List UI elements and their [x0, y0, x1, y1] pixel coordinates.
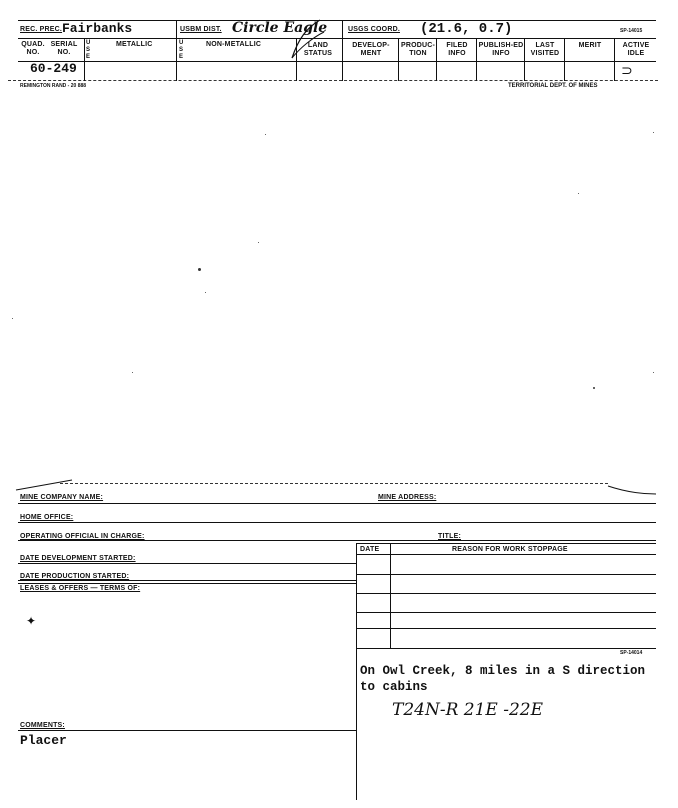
production-label: PRODUC-TION — [400, 42, 436, 57]
metallic-label: METALLIC — [116, 41, 153, 48]
usbm-dist-label: USBM DIST. — [180, 26, 222, 33]
usgs-coord-value: (21.6, 0.7) — [420, 21, 513, 37]
mine-address-label: MINE ADDRESS: — [378, 494, 437, 501]
operating-official-label: OPERATING OFFICIAL IN CHARGE: — [20, 533, 145, 540]
date-production-label: DATE PRODUCTION STARTED: — [20, 573, 130, 580]
reason-column-header: REASON FOR WORK STOPPAGE — [452, 546, 568, 553]
merit-label: MERIT — [578, 42, 602, 49]
leases-label: LEASES & OFFERS — TERMS OF: — [20, 585, 141, 592]
land-status-label: LAND STATUS — [303, 42, 333, 57]
usbm-dist-value: Circle Eagle — [232, 20, 328, 36]
date-development-label: DATE DEVELOPMENT STARTED: — [20, 555, 136, 562]
mine-company-label: MINE COMPANY NAME: — [20, 494, 104, 501]
usgs-coord-label: USGS COORD. — [348, 26, 400, 33]
active-idle-label: ACTIVE IDLE — [622, 42, 650, 57]
last-visited-label: LAST VISITED — [530, 42, 560, 57]
serial-value: 60-249 — [30, 61, 77, 76]
date-column-header: DATE — [360, 546, 380, 553]
comments-label: COMMENTS: — [20, 722, 65, 729]
printer-note: REMINGTON RAND - 20 888 — [20, 83, 87, 89]
rec-prec-label: REC. PREC. — [20, 26, 63, 33]
quad-label: QUAD. NO. — [21, 41, 45, 56]
home-office-label: HOME OFFICE: — [20, 514, 74, 521]
non-metallic-label: NON-METALLIC — [206, 41, 262, 48]
title-label: TITLE: — [438, 533, 461, 540]
use-right-label: U S E — [179, 40, 184, 60]
dept-label: TERRITORIAL DEPT. OF MINES — [508, 83, 598, 89]
pen-stroke-right — [606, 484, 658, 498]
rec-prec-value: Fairbanks — [62, 21, 133, 36]
development-label: DEVELOP-MENT — [352, 42, 390, 57]
form-number-top: SP-14015 — [620, 28, 643, 34]
pen-stroke-left — [14, 478, 74, 492]
filed-info-label: FILED INFO — [446, 42, 468, 57]
comments-value: Placer — [20, 733, 67, 748]
township-note: T24N-R 21E -22E — [392, 700, 544, 720]
use-left-label: U S E — [86, 40, 91, 60]
form-number-bottom: SP-14014 — [620, 650, 643, 656]
serial-label: SERIAL NO. — [50, 41, 78, 56]
active-idle-mark: ⊃ — [621, 62, 633, 78]
scan-mark: ✦ — [26, 614, 37, 628]
location-note: On Owl Creek, 8 miles in a S direction to cabins — [360, 664, 646, 694]
published-info-label: PUBLISH-ED INFO — [478, 42, 524, 57]
